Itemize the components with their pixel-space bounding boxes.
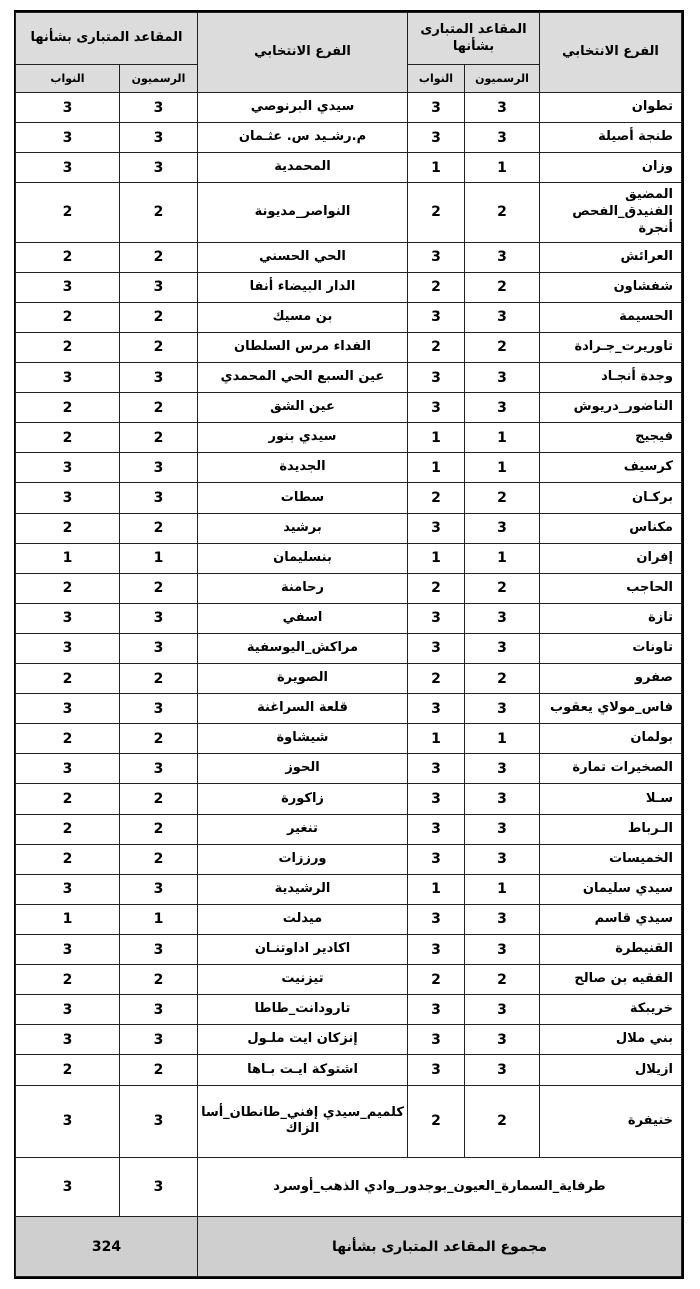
table-row [15,1085,681,1158]
left-deputies: 2 [15,814,119,844]
left-deputies: 2 [15,573,119,603]
right-official: 3 [465,393,540,423]
left-deputies: 3 [15,1025,119,1055]
table-row [15,573,681,603]
left-official: 2 [119,302,197,332]
right-official: 2 [465,483,540,513]
right-deputies: 3 [407,362,464,392]
left-official: 2 [119,814,197,844]
left-deputies: 3 [15,633,119,663]
left-branch-name: عين الشق [197,393,407,423]
left-branch-name: إنزكان ايت ملـول [197,1025,407,1055]
right-branch-name: ازيلال [540,1055,682,1085]
left-deputies: 2 [15,302,119,332]
table-row [15,784,681,814]
left-branch-name: تنغير [197,814,407,844]
left-official: 3 [119,453,197,483]
table-row [15,483,681,513]
left-official: 2 [119,183,197,242]
right-branch-name: المضيق الفنيدق_الفحص أنجرة [540,183,682,242]
table-row [15,664,681,694]
right-deputies: 3 [407,242,464,272]
right-deputies: 3 [407,123,464,153]
left-official: 2 [119,423,197,453]
right-deputies: 3 [407,694,464,724]
left-deputies: 2 [15,513,119,543]
left-official: 2 [119,332,197,362]
left-deputies: 2 [15,393,119,423]
left-official: 2 [119,784,197,814]
right-official: 2 [465,965,540,995]
table-row [15,513,681,543]
right-branch-name: تطوان [540,93,682,123]
right-official: 3 [465,784,540,814]
table-row [15,453,681,483]
left-official: 3 [119,1025,197,1055]
right-deputies: 3 [407,1055,464,1085]
left-deputies: 3 [15,694,119,724]
right-branch-name: سيدي قاسم [540,904,682,934]
right-official: 2 [465,573,540,603]
table-row [15,904,681,934]
left-deputies: 2 [15,1055,119,1085]
right-official: 3 [465,93,540,123]
right-official: 1 [465,543,540,573]
left-deputies: 2 [15,183,119,242]
right-official: 1 [465,153,540,183]
left-official: 1 [119,904,197,934]
header-deputies-left: النواب [15,65,119,93]
right-official: 2 [465,272,540,302]
right-branch-name: وجدة أنجـاد [540,362,682,392]
left-deputies: 1 [15,904,119,934]
right-official: 3 [465,513,540,543]
left-official: 3 [119,272,197,302]
right-branch-name: خنيفرة [540,1085,682,1158]
left-branch-name: اشتوكة ايـت بـاها [197,1055,407,1085]
table-row [15,153,681,183]
table-row [15,965,681,995]
right-branch-name: بركـان [540,483,682,513]
left-deputies: 3 [15,483,119,513]
right-official: 1 [465,874,540,904]
right-official: 2 [465,664,540,694]
right-deputies: 1 [407,453,464,483]
table-row [15,362,681,392]
left-deputies: 2 [15,423,119,453]
left-official: 3 [119,93,197,123]
right-branch-name: العرائش [540,242,682,272]
table-row [15,183,681,242]
table-row [15,332,681,362]
left-branch-name: الصويرة [197,664,407,694]
last-official: 3 [119,1158,197,1217]
right-branch-name: الخميسات [540,844,682,874]
right-deputies: 3 [407,995,464,1025]
left-branch-name: اكادير اداوتنـان [197,935,407,965]
left-branch-name: ميدلت [197,904,407,934]
right-branch-name: تازة [540,603,682,633]
table-row [15,423,681,453]
right-branch-name: مكناس [540,513,682,543]
right-branch-name: وزان [540,153,682,183]
header-seats-left: المقاعد المتبارى بشأنها [15,13,197,65]
left-official: 3 [119,694,197,724]
left-branch-name: تارودانت_طاطا [197,995,407,1025]
right-official: 3 [465,123,540,153]
table-row [15,603,681,633]
right-branch-name: خريبكة [540,995,682,1025]
right-deputies: 3 [407,844,464,874]
left-branch-name: الحوز [197,754,407,784]
right-branch-name: بني ملال [540,1025,682,1055]
table-row [15,123,681,153]
left-branch-name: سطات [197,483,407,513]
total-value: 324 [15,1217,197,1277]
left-branch-name: عين السبع الحي المحمدي [197,362,407,392]
right-deputies: 1 [407,543,464,573]
right-branch-name: طنجة أصيلة [540,123,682,153]
left-deputies: 3 [15,1085,119,1158]
left-official: 2 [119,573,197,603]
left-official: 3 [119,603,197,633]
left-deputies: 2 [15,724,119,754]
header-deputies-right: النواب [407,65,464,93]
right-deputies: 3 [407,784,464,814]
right-deputies: 2 [407,965,464,995]
right-deputies: 2 [407,483,464,513]
right-official: 3 [465,242,540,272]
table-row [15,724,681,754]
table-row [15,694,681,724]
left-deputies: 3 [15,874,119,904]
left-branch-name: شيشاوة [197,724,407,754]
right-official: 2 [465,1085,540,1158]
left-official: 3 [119,633,197,663]
right-branch-name: شفشاون [540,272,682,302]
left-official: 2 [119,965,197,995]
table-row [15,633,681,663]
right-branch-name: الـرباط [540,814,682,844]
right-official: 3 [465,904,540,934]
right-official: 3 [465,814,540,844]
right-official: 3 [465,694,540,724]
left-deputies: 2 [15,784,119,814]
table-row [15,814,681,844]
right-branch-name: إفران [540,543,682,573]
right-deputies: 3 [407,633,464,663]
left-deputies: 3 [15,935,119,965]
right-branch-name: القنيطرة [540,935,682,965]
right-official: 3 [465,603,540,633]
right-deputies: 3 [407,93,464,123]
left-official: 3 [119,362,197,392]
left-deputies: 3 [15,272,119,302]
right-deputies: 2 [407,664,464,694]
left-deputies: 2 [15,242,119,272]
last-deputies: 3 [15,1158,119,1217]
right-official: 1 [465,453,540,483]
left-branch-name: اسفي [197,603,407,633]
left-official: 2 [119,844,197,874]
left-deputies: 3 [15,93,119,123]
table-row [15,543,681,573]
left-branch-name: مراكش_اليوسفية [197,633,407,663]
table-row [15,995,681,1025]
total-label: مجموع المقاعد المتبارى بشأنها [197,1217,681,1277]
header-branch-right: الفرع الانتخابي [540,13,682,93]
table-row [15,93,681,123]
right-official: 2 [465,183,540,242]
left-official: 2 [119,393,197,423]
header-official-left: الرسميون [119,65,197,93]
right-official: 3 [465,754,540,784]
right-official: 1 [465,724,540,754]
total-row [15,1217,681,1277]
left-deputies: 3 [15,453,119,483]
right-official: 3 [465,995,540,1025]
right-branch-name: سيدي سليمان [540,874,682,904]
last-branch-name: طرفاية_السمارة_العيون_بوجدور_وادي الذهب_أوسرد [197,1158,681,1217]
right-branch-name: الصخيرات تمارة [540,754,682,784]
left-branch-name: الدار البيضاء أنفا [197,272,407,302]
table-row [15,393,681,423]
left-official: 3 [119,1085,197,1158]
seats-table [15,12,682,1277]
right-deputies: 2 [407,183,464,242]
right-branch-name: كرسيف [540,453,682,483]
right-branch-name: الفقيه بن صالح [540,965,682,995]
right-branch-name: الحاجب [540,573,682,603]
left-deputies: 3 [15,754,119,784]
right-deputies: 2 [407,573,464,603]
left-official: 3 [119,123,197,153]
right-branch-name: فيجيج [540,423,682,453]
left-official: 2 [119,724,197,754]
left-official: 3 [119,935,197,965]
right-deputies: 1 [407,724,464,754]
right-branch-name: فاس_مولاي يعقوب [540,694,682,724]
left-official: 3 [119,483,197,513]
left-branch-name: سيدي البرنوصي [197,93,407,123]
header-branch-left: الفرع الانتخابي [197,13,407,93]
table-row-last [15,1158,681,1217]
left-branch-name: ورززات [197,844,407,874]
seats-table-frame [14,10,684,1279]
left-official: 1 [119,543,197,573]
right-deputies: 1 [407,423,464,453]
right-deputies: 3 [407,814,464,844]
table-row [15,844,681,874]
left-deputies: 1 [15,543,119,573]
left-branch-name: م.رشـيد س. عثـمان [197,123,407,153]
left-official: 3 [119,153,197,183]
right-branch-name: بولمان [540,724,682,754]
left-deputies: 2 [15,664,119,694]
left-branch-name: زاكورة [197,784,407,814]
right-official: 3 [465,935,540,965]
right-deputies: 3 [407,1025,464,1055]
right-official: 1 [465,423,540,453]
left-official: 3 [119,874,197,904]
right-deputies: 3 [407,754,464,784]
right-official: 3 [465,1055,540,1085]
right-deputies: 2 [407,332,464,362]
right-deputies: 3 [407,513,464,543]
right-official: 3 [465,844,540,874]
left-official: 2 [119,664,197,694]
left-official: 3 [119,995,197,1025]
table-row [15,272,681,302]
header-seats-right: المقاعد المتبارى بشأنها [407,13,539,65]
left-branch-name: المحمدية [197,153,407,183]
right-official: 3 [465,302,540,332]
right-deputies: 2 [407,272,464,302]
right-official: 3 [465,633,540,663]
table-row [15,1055,681,1085]
left-deputies: 3 [15,603,119,633]
right-branch-name: تاونات [540,633,682,663]
left-deputies: 2 [15,965,119,995]
right-deputies: 3 [407,935,464,965]
right-deputies: 3 [407,603,464,633]
left-branch-name: سيدي بنور [197,423,407,453]
right-deputies: 3 [407,904,464,934]
right-deputies: 1 [407,153,464,183]
left-official: 2 [119,1055,197,1085]
left-branch-name: تيزنيت [197,965,407,995]
right-branch-name: صفرو [540,664,682,694]
left-branch-name: الجديدة [197,453,407,483]
left-branch-name: قلعة السراغنة [197,694,407,724]
left-branch-name: برشيد [197,513,407,543]
left-branch-name: رحامنة [197,573,407,603]
right-branch-name: تاوريرت_جـرادة [540,332,682,362]
left-deputies: 2 [15,844,119,874]
left-official: 2 [119,242,197,272]
right-branch-name: الحسيمة [540,302,682,332]
right-deputies: 1 [407,874,464,904]
left-branch-name: الفداء مرس السلطان [197,332,407,362]
left-deputies: 2 [15,332,119,362]
table-row [15,754,681,784]
left-branch-name: الحي الحسني [197,242,407,272]
table-row [15,935,681,965]
left-official: 3 [119,754,197,784]
right-deputies: 2 [407,1085,464,1158]
table-row [15,1025,681,1055]
left-branch-name: النواصر_مديونة [197,183,407,242]
table-row [15,242,681,272]
right-deputies: 3 [407,302,464,332]
left-branch-name: بنسليمان [197,543,407,573]
right-deputies: 3 [407,393,464,423]
table-row [15,874,681,904]
table-row [15,302,681,332]
header-official-right: الرسميون [465,65,540,93]
right-official: 2 [465,332,540,362]
left-branch-name: كلميم_سيدي إفني_طانطان_أسا الزاك [197,1085,407,1158]
left-deputies: 3 [15,153,119,183]
left-deputies: 3 [15,123,119,153]
left-branch-name: الرشيدية [197,874,407,904]
right-branch-name: الناضور_دريوش [540,393,682,423]
left-deputies: 3 [15,995,119,1025]
left-deputies: 3 [15,362,119,392]
table-body [15,93,681,1277]
right-official: 3 [465,362,540,392]
right-official: 3 [465,1025,540,1055]
left-branch-name: بن مسيك [197,302,407,332]
left-official: 2 [119,513,197,543]
right-branch-name: سـلا [540,784,682,814]
